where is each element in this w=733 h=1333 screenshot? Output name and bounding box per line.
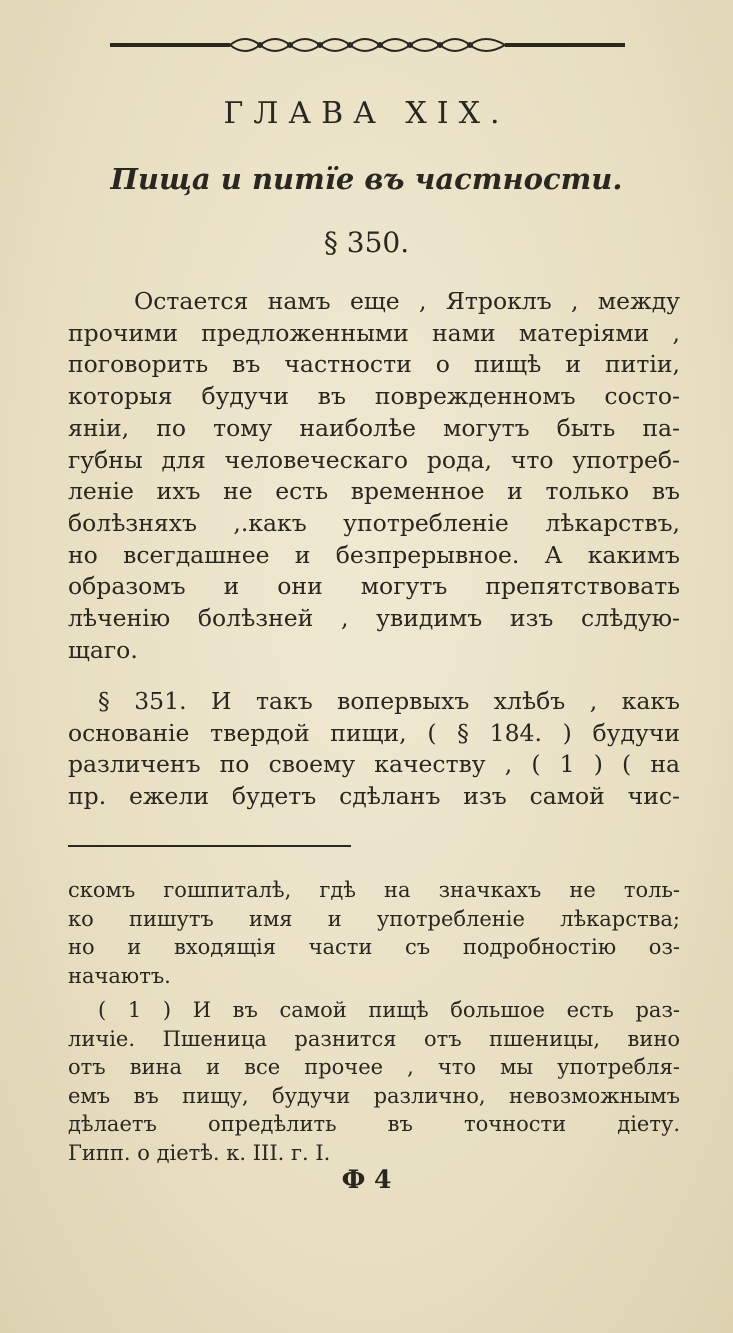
text-line: основаніе твердой пищи, ( § 184. ) будучи	[68, 718, 680, 747]
footnote-1	[68, 996, 680, 1167]
footnote-line: емъ въ пищу, будучи различно, невозможнымъ	[68, 1083, 680, 1108]
section-heading: § 350.	[323, 226, 410, 259]
paragraph-351	[68, 686, 680, 813]
text-line: поговорить въ частности о пищѣ и питіи,	[68, 350, 680, 379]
text-line: яніи, по тому наиболѣе могутъ быть па-	[68, 413, 680, 442]
text-line: леніе ихъ не есть временное и только въ	[68, 477, 680, 506]
footnote-continuation	[68, 876, 680, 990]
chapter-subtitle: Пища и питїе въ частности.	[110, 162, 623, 196]
footnote-line: скомъ гошпиталѣ, гдѣ на значкахъ не толь-	[68, 878, 680, 902]
text-line: лѣченію болѣзней , увидимъ изъ слѣдую-	[68, 604, 680, 633]
text-line: пр. ежели будетъ сдѣланъ изъ самой чис-	[68, 782, 680, 811]
text-line: образомъ и они могутъ препятствовать	[68, 572, 680, 601]
footnote-line: дѣлаетъ опредѣлить въ точности діету.	[68, 1112, 680, 1136]
text-line: щаго.	[68, 635, 138, 664]
footnote-line: отъ вина и все прочее , что мы употребля-	[68, 1055, 680, 1079]
text-line: прочими предложенными нами матеріями ,	[68, 318, 680, 347]
text-line: но всегдашнее и безпрерывное. А какимъ	[68, 540, 680, 569]
chapter-title: ГЛАВА XIX.	[223, 96, 510, 131]
footnote-line: ( 1 ) И въ самой пищѣ большое есть раз-	[98, 998, 680, 1022]
signature-mark: Ф 4	[341, 1165, 392, 1194]
footnote-line: начаютъ.	[68, 963, 171, 988]
text-line: болѣзняхъ ,.какъ употребленіе лѣкарствъ,	[68, 508, 680, 537]
text-line: Остается намъ еще , Ятроклъ , между	[134, 287, 680, 315]
text-line: § 351. И такъ вопервыхъ хлѣбъ , какъ	[98, 687, 680, 715]
footnote-line: Гипп. о діетѣ. к. III. г. I.	[68, 1140, 331, 1165]
header-ornament	[110, 30, 625, 60]
paragraph-350	[68, 286, 680, 666]
footnote-line: личіе. Пшеница разнится отъ пшеницы, вино	[68, 1026, 680, 1051]
text-line: которыя будучи въ поврежденномъ состо-	[68, 382, 680, 411]
text-line: губны для человеческаго рода, что употреб-	[68, 445, 680, 474]
footnote-rule	[68, 845, 351, 847]
footnote-line: ко пишутъ имя и употребленіе лѣкарства;	[68, 906, 680, 931]
text-line: различенъ по своему качеству , ( 1 ) ( на	[68, 750, 680, 779]
footnote-line: но и входящія части съ подробностію оз-	[68, 935, 680, 959]
